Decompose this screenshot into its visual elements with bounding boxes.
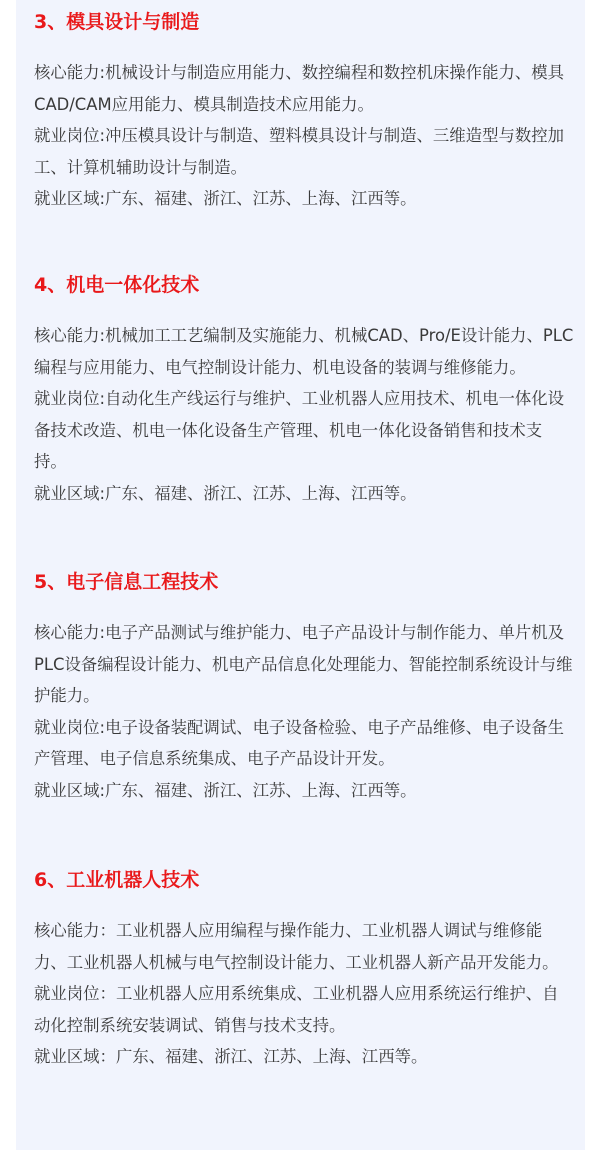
employment-region-text: 就业区域:广东、福建、浙江、江苏、上海、江西等。: [34, 483, 417, 503]
core-ability-text: 核心能力：工业机器人应用编程与操作能力、工业机器人调试与维修能力、工业机器人机械与电气控制设计能力、工业机器人新产品开发能力。: [34, 921, 559, 972]
job-positions-text: 就业岗位:自动化生产线运行与维护、工业机器人应用技术、机电一体化设备技术改造、机电一体化设备生产管理、机电一体化设备销售和技术支持。: [34, 389, 565, 471]
core-ability-text: 核心能力:电子产品测试与维护能力、电子产品设计与制作能力、单片机及PLC设备编程设计能力、机电产品信息化处理能力、智能控制系统设计与维护能力。: [34, 623, 573, 705]
section-industrial-robot: [34, 867, 574, 1073]
section-mechatronics: [34, 272, 574, 509]
employment-region-text: 就业区域:广东、福建、浙江、江苏、上海、江西等。: [34, 780, 417, 800]
section-mold-design: [34, 9, 574, 215]
job-positions-text: 就业岗位:电子设备装配调试、电子设备检验、电子产品维修、电子设备生产管理、电子信息系统集成、电子产品设计开发。: [34, 717, 565, 768]
employment-region-text: 就业区域：广东、福建、浙江、江苏、上海、江西等。: [34, 1047, 428, 1066]
section-heading: 4、机电一体化技术: [34, 274, 200, 296]
section-heading: 3、模具设计与制造: [34, 11, 200, 33]
employment-region-text: 就业区域:广东、福建、浙江、江苏、上海、江西等。: [34, 189, 417, 208]
section-electronic-info: [34, 569, 574, 806]
core-ability-text: 核心能力:机械加工工艺编制及实施能力、机械CAD、Pro/E设计能力、PLC编程与应用能力、电气控制设计能力、机电设备的装调与维修能力。: [34, 326, 574, 377]
core-ability-text: 核心能力:机械设计与制造应用能力、数控编程和数控机床操作能力、模具CAD/CAM应用能力、模具制造技术应用能力。: [34, 63, 565, 114]
job-positions-text: 就业岗位：工业机器人应用系统集成、工业机器人应用系统运行维护、自动化控制系统安装调试、销售与技术支持。: [34, 984, 559, 1035]
section-heading: 6、工业机器人技术: [34, 869, 200, 891]
section-heading: 5、电子信息工程技术: [34, 571, 219, 593]
job-positions-text: 就业岗位:冲压模具设计与制造、塑料模具设计与制造、三维造型与数控加工、计算机辅助设计与制造。: [34, 126, 565, 177]
